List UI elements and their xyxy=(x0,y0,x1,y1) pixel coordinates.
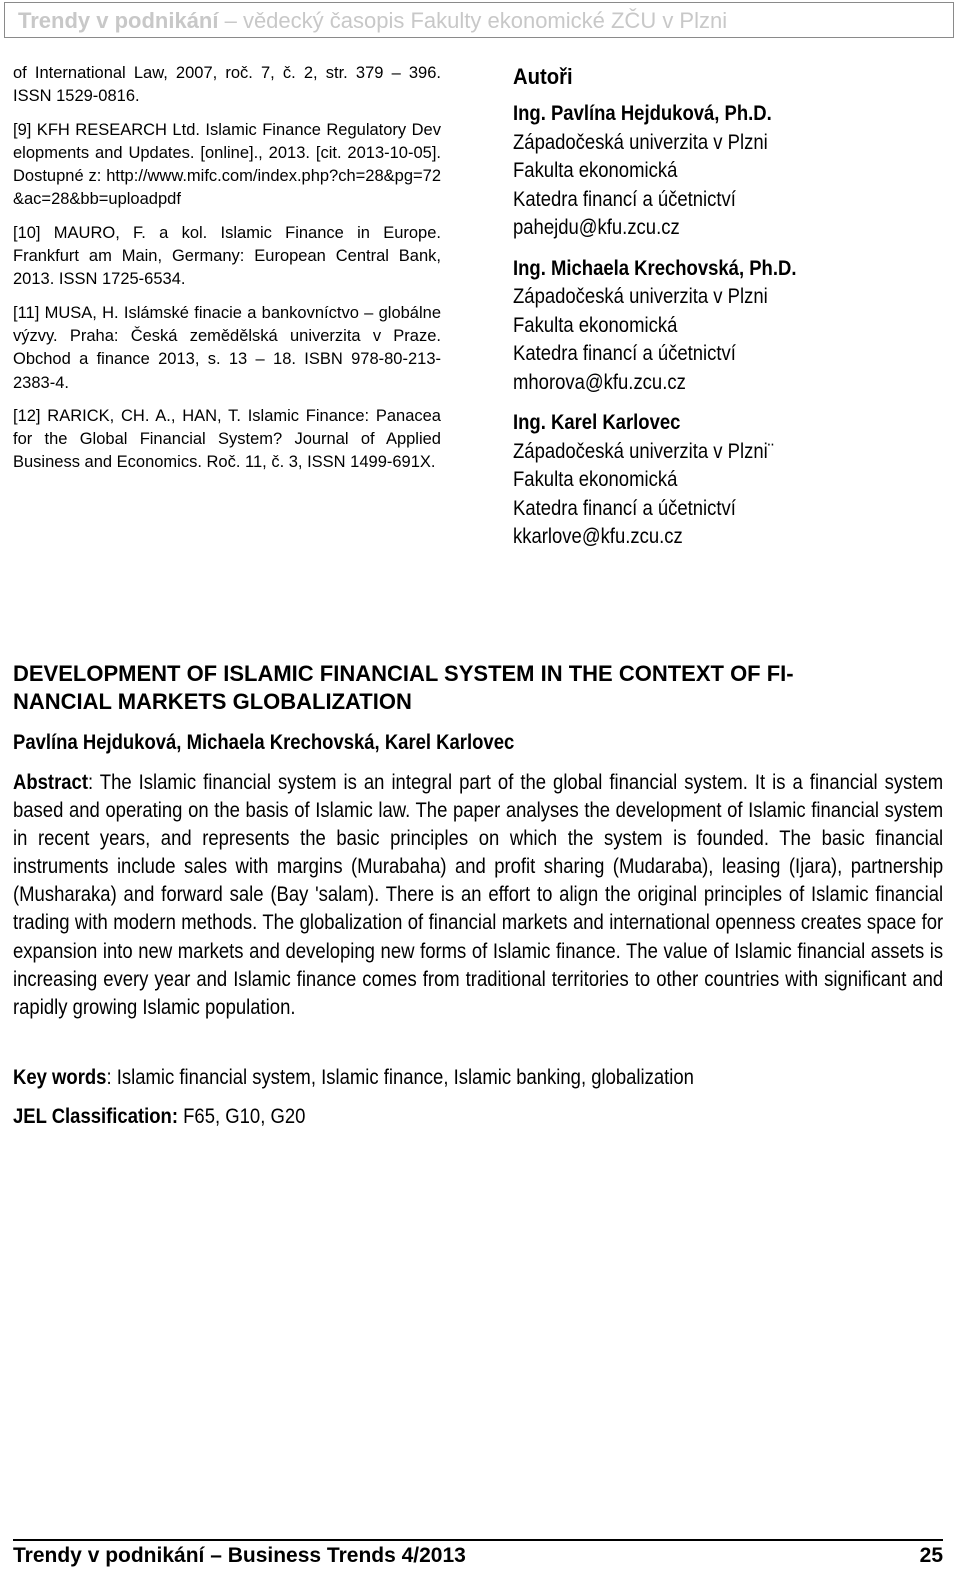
author-email: kkarlove@kfu.zcu.cz xyxy=(513,525,683,548)
author-department: Katedra financí a účetnictví xyxy=(513,187,736,211)
author-university: Západočeská univerzita v Plzni xyxy=(513,130,768,154)
page-number: 25 xyxy=(919,1544,943,1567)
author-block xyxy=(513,255,943,398)
author-faculty: Fakulta ekonomická xyxy=(513,159,678,182)
header-subtitle: – vědecký časopis Fakulty ekonomické ZČU v Plzni xyxy=(218,8,728,33)
jel-classification xyxy=(13,1103,305,1131)
author-block xyxy=(513,409,943,552)
jel-label: JEL Classification: xyxy=(13,1105,179,1128)
author-department: Katedra financí a účetnictví xyxy=(513,342,736,365)
footer-journal: Trendy v podnikání – Business Trends 4/2013 xyxy=(13,1544,466,1567)
authors-column xyxy=(513,62,943,564)
reference-item: of International Law, 2007, roč. 7, č. 2, str. 379 – 396. ISSN 1529-0816. xyxy=(13,64,441,106)
author-email: mhorova@kfu.zcu.cz xyxy=(513,370,686,394)
author-name: Ing. Michaela Krechovská, Ph.D. xyxy=(513,256,797,280)
article-title-line: DEVELOPMENT OF ISLAMIC FINANCIAL SYSTEM IN THE CONTEXT OF FI- xyxy=(13,661,794,686)
keywords xyxy=(13,1064,694,1092)
abstract xyxy=(13,769,943,1022)
reference-item: [9] KFH RESEARCH Ltd. Islamic Finance Regulatory Developments and Updates. [online]., 2013. [cit. 2013-10-05]. Dostupné z: http://www.mifc.com/index.php?ch=28&pg=72&ac=28&bb=uploadpdf xyxy=(13,120,441,209)
references-column xyxy=(13,62,441,485)
reference-item: [10] MAURO, F. a kol. Islamic Finance in Europe. Frankfurt am Main, Germany: European Central Bank, 2013. ISSN 1725-6534. xyxy=(13,223,441,289)
reference-item: [11] MUSA, H. Islámské finacie a bankovníctvo – globálne výzvy. Praha: Česká zemědělská univerzita v Praze. Obchod a finance 2013, s. 13 – 18. ISBN 978-80-213-2383-4. xyxy=(13,303,441,392)
keywords-label: Key words xyxy=(13,1066,107,1089)
reference-item: [12] RARICK, CH. A., HAN, T. Islamic Finance: Panacea for the Global Financial System? Journal of Applied Business and Economics. Roč. 11, č. 3, ISSN 1499-691X. xyxy=(13,406,441,472)
running-header xyxy=(4,2,954,38)
author-department: Katedra financí a účetnictví xyxy=(513,496,736,520)
keywords-text: : Islamic financial system, Islamic finance, Islamic banking, globalization xyxy=(106,1066,694,1089)
author-email: pahejdu@kfu.zcu.cz xyxy=(513,216,680,239)
header-journal-name: Trendy v podnikání xyxy=(18,8,219,33)
author-name: Ing. Pavlína Hejduková, Ph.D. xyxy=(513,102,772,125)
abstract-label: Abstract xyxy=(13,771,88,794)
author-block xyxy=(513,100,943,243)
author-university: Západočeská univerzita v Plzni¨ xyxy=(513,439,774,463)
abstract-text: : The Islamic financial system is an integral part of the global financial system. It is a financial system based and operating on the basis of Islamic law. The paper analyses the development of Islamic financial system in recent years, and represents the basic principles on which the system is founded. The basic financial instruments include sales with margins (Murabaha) and profit sharing (Mudaraba), leasing (Ijara), partnership (Musharaka) and forward sale (Bay 'salam). There is an effort to align the original principles of Islamic financial trading with modern methods. The globalization of financial markets and international openness creates space for expansion into new markets and developing new forms of Islamic finance. The value of Islamic financial assets is increasing every year and Islamic finance comes from traditional territories to other countries with significant and rapidly growing Islamic population. xyxy=(13,771,944,1019)
jel-text: F65, G10, G20 xyxy=(178,1105,306,1128)
author-university: Západočeská univerzita v Plzni xyxy=(513,285,768,308)
author-name: Ing. Karel Karlovec xyxy=(513,411,681,434)
article-authors: Pavlína Hejduková, Michaela Krechovská, Karel Karlovec xyxy=(13,731,515,754)
header-text xyxy=(18,7,727,35)
author-faculty: Fakulta ekonomická xyxy=(513,313,678,337)
article-title xyxy=(13,660,943,716)
author-faculty: Fakulta ekonomická xyxy=(513,468,678,491)
article-title-line: NANCIAL MARKETS GLOBALIZATION xyxy=(13,689,412,714)
authors-heading: Autoři xyxy=(513,64,573,89)
footer-divider xyxy=(13,1539,943,1541)
